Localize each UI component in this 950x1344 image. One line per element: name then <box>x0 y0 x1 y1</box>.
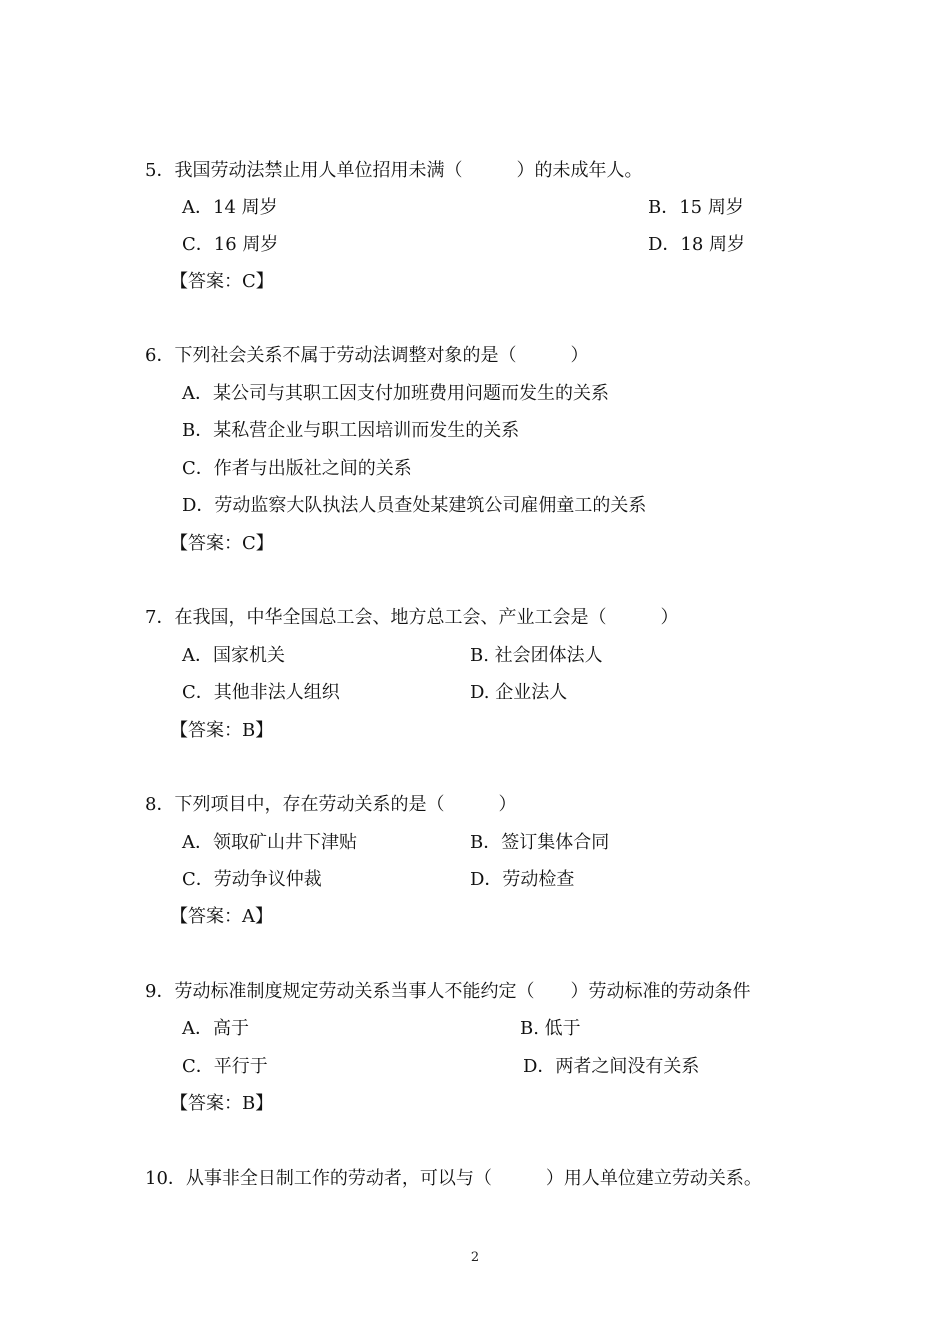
option-a: A．领取矿山井下津贴 <box>182 832 357 853</box>
option-c: C．平行于 <box>182 1056 268 1077</box>
option-b: B. 低于 <box>520 1018 581 1039</box>
option-c: C．其他非法人组织 <box>182 682 340 703</box>
option-b: B．15 周岁 <box>648 197 744 218</box>
option-d: D. 企业法人 <box>470 682 568 703</box>
page-number: 2 <box>470 1250 480 1265</box>
option-a: A．高于 <box>182 1018 249 1039</box>
question-stem: 10．从事非全日制工作的劳动者，可以与（ ）用人单位建立劳动关系。 <box>145 1168 762 1189</box>
question-stem: 9．劳动标准制度规定劳动关系当事人不能约定（ ）劳动标准的劳动条件 <box>145 981 751 1002</box>
option-b: B．某私营企业与职工因培训而发生的关系 <box>182 420 520 441</box>
answer: 【答案：B】 <box>170 1093 274 1114</box>
answer: 【答案：C】 <box>170 271 274 292</box>
option-d: D．两者之间没有关系 <box>523 1056 700 1077</box>
option-a: A．某公司与其职工因支付加班费用问题而发生的关系 <box>182 383 609 404</box>
option-b: B．签订集体合同 <box>470 832 610 853</box>
question-stem: 7．在我国，中华全国总工会、地方总工会、产业工会是（ ） <box>145 607 679 628</box>
option-d: D．劳动监察大队执法人员查处某建筑公司雇佣童工的关系 <box>182 495 647 516</box>
option-c: C．劳动争议仲裁 <box>182 869 322 890</box>
option-d: D．18 周岁 <box>648 234 746 255</box>
answer: 【答案：C】 <box>170 533 274 554</box>
option-c: C．16 周岁 <box>182 234 279 255</box>
option-d: D．劳动检查 <box>470 869 575 890</box>
option-c: C．作者与出版社之间的关系 <box>182 458 412 479</box>
answer: 【答案：A】 <box>170 906 273 927</box>
question-stem: 8．下列项目中，存在劳动关系的是（ ） <box>145 794 517 815</box>
answer: 【答案：B】 <box>170 720 274 741</box>
option-a: A．14 周岁 <box>182 197 278 218</box>
option-b: B. 社会团体法人 <box>470 645 603 666</box>
option-a: A．国家机关 <box>182 645 285 666</box>
question-stem: 5．我国劳动法禁止用人单位招用未满（ ）的未成年人。 <box>145 160 643 181</box>
question-stem: 6．下列社会关系不属于劳动法调整对象的是（ ） <box>145 345 589 366</box>
